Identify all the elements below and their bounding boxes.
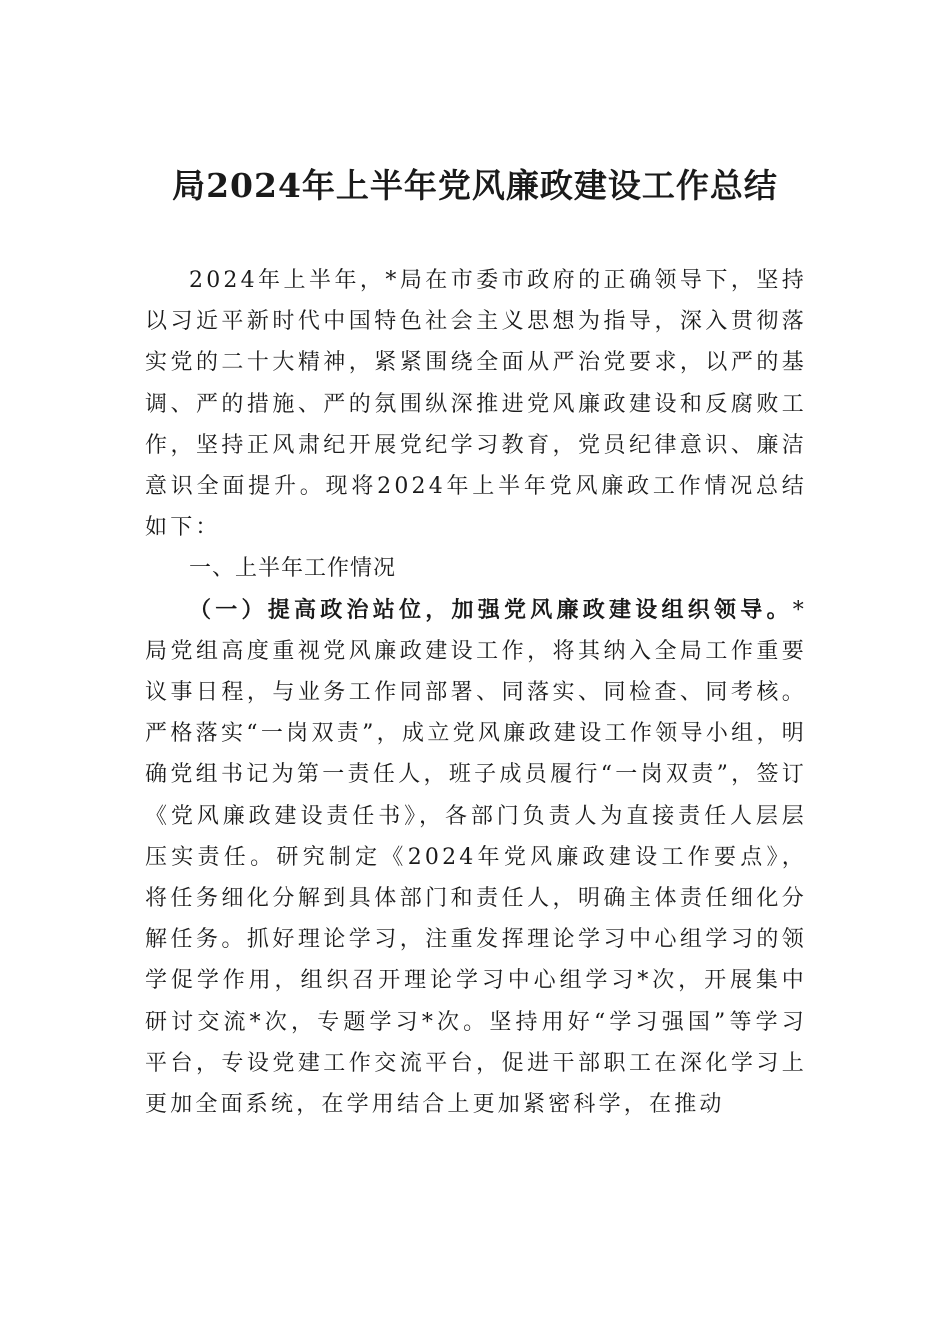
document-body [145,260,807,1125]
subsection-body: *局党组高度重视党风廉政建设工作，将其纳入全局工作重要议事日程，与业务工作同部署、同落实、同检查、同考核。严格落实“一岗双责”，成立党风廉政建设工作领导小组，明确党组书记为第一责任人，班子成员履行“一岗双责”，签订《党风廉政建设责任书》，各部门负责人为直接责任人层层压实责任。研究制定《2024年党风廉政建设工作要点》，将任务细化分解到具体部门和责任人，明确主体责任细化分解任务。抓好理论学习，注重发挥理论学习中心组学习的领学促学作用，组织召开理论学习中心组学习*次，开展集中研讨交流*次，专题学习*次。坚持用好“学习强国”等学习平台，专设党建工作交流平台，促进干部职工在深化学习上更加全面系统，在学用结合上更加紧密科学，在推动 [145,597,807,1118]
subsection-heading: （一）提高政治站位，加强党风廉政建设组织领导。 [189,596,793,623]
document-title: 局2024年上半年党风廉政建设工作总结 [172,166,778,205]
subsection-paragraph [145,590,807,1126]
intro-paragraph: 2024年上半年，*局在市委市政府的正确领导下，坚持以习近平新时代中国特色社会主义思想为指导，深入贯彻落实党的二十大精神，紧紧围绕全面从严治党要求，以严的基调、严的措施、严的氛围纵深推进党风廉政建设和反腐败工作，坚持正风肃纪开展党纪学习教育，党员纪律意识、廉洁意识全面提升。现将2024年上半年党风廉政工作情况总结如下： [145,268,807,541]
section-heading: 一、上半年工作情况 [189,556,397,582]
